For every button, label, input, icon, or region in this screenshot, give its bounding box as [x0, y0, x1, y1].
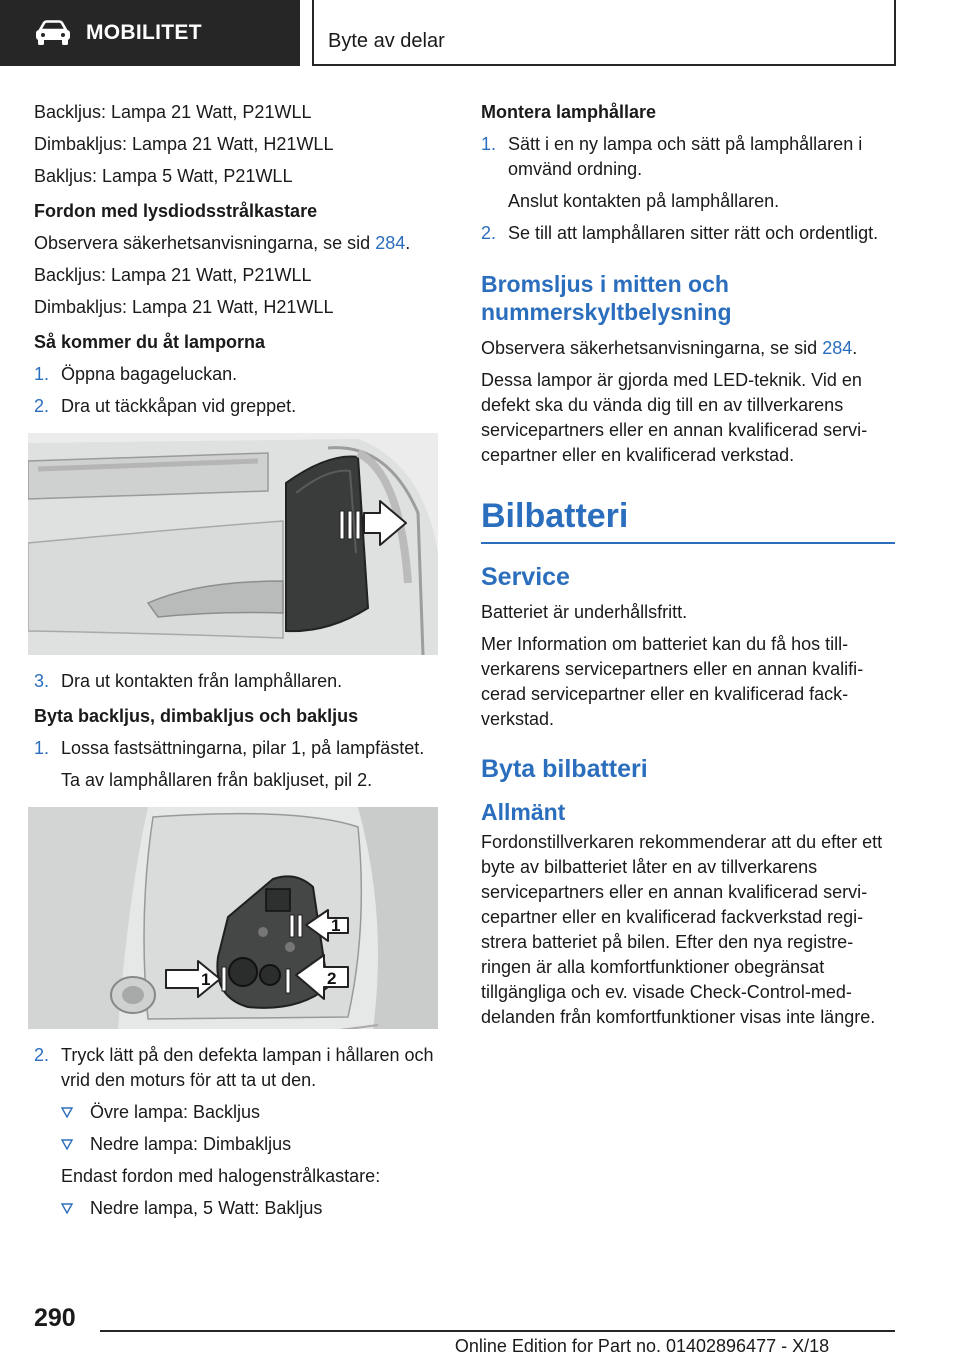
left-column [34, 100, 444, 1228]
step-item [34, 1043, 444, 1093]
step-continuation: Ta av lamphållaren från bakljuset, pil 2. [61, 770, 373, 790]
step-text: Dra ut täckkåpan vid greppet. [61, 396, 297, 416]
right-column [481, 100, 895, 1037]
subheading: Fordon med lysdiodsstrålkastare [34, 201, 318, 221]
bullet-item [34, 1100, 444, 1125]
step-text: Öppna bagageluckan. [61, 364, 238, 384]
step-item [481, 132, 895, 182]
footer-divider [100, 1330, 895, 1332]
paragraph: Dimbakljus: Lampa 21 Watt, H21WLL [34, 297, 334, 317]
step-item [34, 362, 444, 387]
triangle-bullet-icon [61, 1202, 73, 1214]
step-number: 2. [34, 1045, 50, 1065]
step-text: Lossa fastsättningarna, pilar 1, på lampfästet. [61, 738, 425, 758]
bullet-item [34, 1196, 444, 1221]
paragraph: Observera säkerhetsanvisningarna, se sid 284. [34, 233, 411, 253]
subheading: Så kommer du åt lamporna [34, 332, 266, 352]
step-text: Tryck lätt på den defekta lampan i hållaren och vrid den moturs för att ta ut den. [61, 1045, 434, 1090]
car-icon [34, 20, 72, 46]
bullet-text: Nedre lampa: Dimbakljus [90, 1134, 292, 1154]
section-heading: Byta bilbatteri [481, 755, 648, 783]
paragraph: Backljus: Lampa 21 Watt, P21WLL [34, 265, 312, 285]
arrow-label: 1 [331, 916, 341, 935]
edition-text: Online Edition for Part no. 01402896477 - X/18 [454, 1336, 830, 1356]
step-number: 1. [481, 134, 497, 154]
trunk-cover-figure [28, 433, 438, 655]
step-number: 2. [481, 223, 497, 243]
section-heading: Bromsljus i mitten och nummerskyltbelysning [481, 271, 732, 325]
paragraph: Backljus: Lampa 21 Watt, P21WLL [34, 102, 312, 122]
step-text: Dra ut kontakten från lamphållaren. [61, 671, 343, 691]
step-item [34, 736, 444, 761]
lamp-holder-illustration [28, 807, 438, 1029]
arrow-label: 1 [201, 970, 211, 989]
paragraph: Mer Information om batteriet kan du få hos tillverkarens servicepartners eller en annan kvalificerad servicepartner eller en kvalificerad fackverkstad. [481, 634, 864, 729]
page-link[interactable]: 284 [375, 233, 406, 253]
paragraph: Observera säkerhetsanvisningarna, se sid 284. [481, 338, 858, 358]
subheading: Byta backljus, dimbakljus och bakljus [34, 706, 359, 726]
paragraph: Dimbakljus: Lampa 21 Watt, H21WLL [34, 134, 334, 154]
subheading: Montera lamphållare [481, 102, 657, 122]
halogen-note: Endast fordon med halogenstrålkastare: [61, 1166, 381, 1186]
bullet-item [34, 1132, 444, 1157]
bullet-text: Nedre lampa, 5 Watt: Bakljus [90, 1198, 323, 1218]
triangle-bullet-icon [61, 1106, 73, 1118]
step-number: 3. [34, 671, 50, 691]
page-number: 290 [34, 1304, 76, 1332]
chapter-heading: Bilbatteri [481, 496, 895, 544]
step-number: 1. [34, 364, 50, 384]
bullet-text: Övre lampa: Backljus [90, 1102, 261, 1122]
page-title: Byte av delar [328, 30, 445, 52]
paragraph: Fordonstillverkaren rekommenderar att du efter ett byte av bilbatteriet låter en av tillverkarens servicepartners eller en annan kvalificerad servicepartner eller en kvalificerad fackverkstad registrera batteriet på bilen. Efter den nya registreringen är alla komfortfunktioner obegränsat tillgängliga och ev. visade Check-Control-meddelanden från komfortfunktioner visas inte längre. [481, 832, 883, 1027]
page-title-box [312, 0, 896, 66]
section-heading: Service [481, 563, 570, 591]
step-item [481, 221, 895, 246]
paragraph: Batteriet är underhållsfritt. [481, 602, 688, 622]
paragraph: Bakljus: Lampa 5 Watt, P21WLL [34, 166, 293, 186]
step-number: 2. [34, 396, 50, 416]
subsection-heading: Allmänt [481, 799, 566, 825]
triangle-bullet-icon [61, 1138, 73, 1150]
trunk-cover-illustration [28, 433, 438, 655]
step-number: 1. [34, 738, 50, 758]
arrow-label: 2 [327, 969, 337, 988]
footer [0, 1336, 960, 1357]
step-text: Sätt i en ny lampa och sätt på lamphållaren i omvänd ordning. [508, 134, 863, 179]
step-item [34, 394, 444, 419]
section-label: MOBILITET [86, 21, 202, 44]
section-tab [0, 0, 300, 66]
step-text: Se till att lamphållaren sitter rätt och ordentligt. [508, 223, 879, 243]
step-continuation: Anslut kontakten på lamphållaren. [508, 191, 780, 211]
page-link[interactable]: 284 [822, 338, 853, 358]
step-item [34, 669, 444, 694]
lamp-holder-figure [28, 807, 438, 1029]
page-header [0, 0, 960, 66]
paragraph: Dessa lampor är gjorda med LED-teknik. Vid en defekt ska du vända dig till en av tillverkarens servicepartners eller en annan kvalificerad servicepartner eller en kvalificerad verkstad. [481, 370, 868, 465]
